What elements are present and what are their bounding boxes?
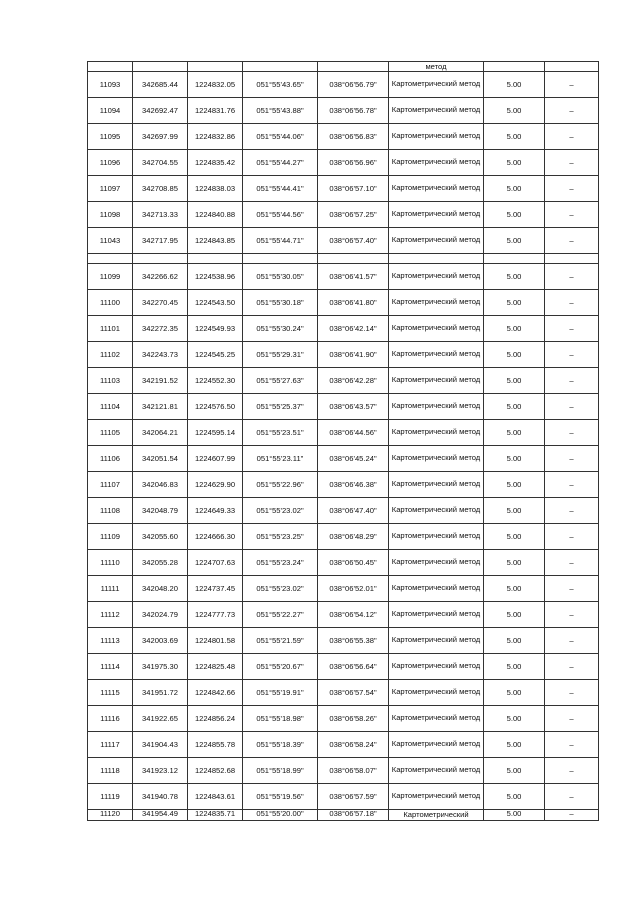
accuracy-cell: 5.00: [484, 150, 545, 176]
longitude-cell: 038°06'42.28": [318, 368, 389, 394]
accuracy-cell: 5.00: [484, 176, 545, 202]
table-cell: [545, 254, 599, 264]
longitude-cell: 038°06'45.24": [318, 446, 389, 472]
latitude-cell: 051°55'22.96": [243, 472, 318, 498]
x-coordinate-cell: 342055.60: [133, 524, 188, 550]
x-coordinate-cell: 341940.78: [133, 784, 188, 810]
longitude-cell: 038°06'57.40": [318, 228, 389, 254]
x-coordinate-cell: 342685.44: [133, 72, 188, 98]
longitude-cell: 038°06'56.83": [318, 124, 389, 150]
method-cell: Картометрический метод: [389, 732, 484, 758]
table-row: [88, 680, 599, 706]
x-coordinate-cell: 342704.55: [133, 150, 188, 176]
accuracy-cell: 5.00: [484, 342, 545, 368]
table-cell: [545, 62, 599, 72]
accuracy-cell: 5.00: [484, 446, 545, 472]
accuracy-cell: 5.00: [484, 264, 545, 290]
table-row: [88, 290, 599, 316]
accuracy-cell: 5.00: [484, 576, 545, 602]
longitude-cell: 038°06'44.56": [318, 420, 389, 446]
longitude-cell: 038°06'56.96": [318, 150, 389, 176]
method-cell: Картометрический метод: [389, 576, 484, 602]
point-number-cell: 11118: [88, 758, 133, 784]
latitude-cell: 051°55'43.88": [243, 98, 318, 124]
longitude-cell: 038°06'57.25": [318, 202, 389, 228]
table-row: [88, 176, 599, 202]
table-cell: [88, 254, 133, 264]
x-coordinate-cell: 342266.62: [133, 264, 188, 290]
point-number-cell: 11113: [88, 628, 133, 654]
x-coordinate-cell: 342064.21: [133, 420, 188, 446]
y-coordinate-cell: 1224607.99: [188, 446, 243, 472]
method-cell: Картометрический метод: [389, 228, 484, 254]
accuracy-cell: 5.00: [484, 420, 545, 446]
longitude-cell: 038°06'41.80": [318, 290, 389, 316]
table-row: [88, 72, 599, 98]
longitude-cell: 038°06'43.57": [318, 394, 389, 420]
table-row: [88, 628, 599, 654]
latitude-cell: 051°55'44.71": [243, 228, 318, 254]
x-coordinate-cell: 342121.81: [133, 394, 188, 420]
table-row: [88, 498, 599, 524]
table-row: [88, 706, 599, 732]
y-coordinate-cell: 1224707.63: [188, 550, 243, 576]
table-cell: [484, 254, 545, 264]
x-coordinate-cell: 342048.79: [133, 498, 188, 524]
accuracy-cell: 5.00: [484, 472, 545, 498]
x-coordinate-cell: 341975.30: [133, 654, 188, 680]
x-coordinate-cell: 341954.49: [133, 810, 188, 821]
point-number-cell: 11119: [88, 784, 133, 810]
accuracy-cell: 5.00: [484, 368, 545, 394]
method-cell: Картометрический метод: [389, 602, 484, 628]
table-row: [88, 524, 599, 550]
point-number-cell: 11117: [88, 732, 133, 758]
latitude-cell: 051°55'18.99": [243, 758, 318, 784]
note-cell: –: [545, 316, 599, 342]
note-cell: –: [545, 342, 599, 368]
accuracy-cell: 5.00: [484, 784, 545, 810]
y-coordinate-cell: 1224843.85: [188, 228, 243, 254]
point-number-cell: 11112: [88, 602, 133, 628]
note-cell: –: [545, 576, 599, 602]
point-number-cell: 11100: [88, 290, 133, 316]
latitude-cell: 051°55'44.41": [243, 176, 318, 202]
longitude-cell: 038°06'42.14": [318, 316, 389, 342]
point-number-cell: 11105: [88, 420, 133, 446]
method-cell: Картометрический метод: [389, 628, 484, 654]
method-cell: Картометрический: [389, 810, 484, 821]
note-cell: –: [545, 228, 599, 254]
note-cell: –: [545, 706, 599, 732]
table-row: [88, 394, 599, 420]
method-cell: Картометрический метод: [389, 498, 484, 524]
latitude-cell: 051°55'23.25": [243, 524, 318, 550]
x-coordinate-cell: 342191.52: [133, 368, 188, 394]
table-row: [88, 150, 599, 176]
latitude-cell: 051°55'19.56": [243, 784, 318, 810]
longitude-cell: 038°06'58.26": [318, 706, 389, 732]
accuracy-cell: 5.00: [484, 680, 545, 706]
method-cell: Картометрический метод: [389, 368, 484, 394]
table-cell: [243, 254, 318, 264]
x-coordinate-cell: 342270.45: [133, 290, 188, 316]
point-number-cell: 11093: [88, 72, 133, 98]
y-coordinate-cell: 1224543.50: [188, 290, 243, 316]
x-coordinate-cell: 342272.35: [133, 316, 188, 342]
longitude-cell: 038°06'48.29": [318, 524, 389, 550]
y-coordinate-cell: 1224832.05: [188, 72, 243, 98]
point-number-cell: 11116: [88, 706, 133, 732]
y-coordinate-cell: 1224840.88: [188, 202, 243, 228]
method-cell: Картометрический метод: [389, 472, 484, 498]
longitude-cell: 038°06'52.01": [318, 576, 389, 602]
point-number-cell: 11095: [88, 124, 133, 150]
x-coordinate-cell: 342024.79: [133, 602, 188, 628]
note-cell: –: [545, 602, 599, 628]
longitude-cell: 038°06'57.18": [318, 810, 389, 821]
method-cell: Картометрический метод: [389, 176, 484, 202]
point-number-cell: 11109: [88, 524, 133, 550]
point-number-cell: 11097: [88, 176, 133, 202]
y-coordinate-cell: 1224549.93: [188, 316, 243, 342]
method-cell: Картометрический метод: [389, 420, 484, 446]
accuracy-cell: 5.00: [484, 654, 545, 680]
note-cell: –: [545, 628, 599, 654]
y-coordinate-cell: 1224832.86: [188, 124, 243, 150]
latitude-cell: 051°55'43.65": [243, 72, 318, 98]
method-continuation-cell: метод: [389, 62, 484, 72]
point-number-cell: 11096: [88, 150, 133, 176]
table-cell: [484, 62, 545, 72]
table-row: [88, 124, 599, 150]
table-cell: [243, 62, 318, 72]
longitude-cell: 038°06'56.64": [318, 654, 389, 680]
point-number-cell: 11110: [88, 550, 133, 576]
note-cell: –: [545, 202, 599, 228]
table-row: [88, 550, 599, 576]
point-number-cell: 11098: [88, 202, 133, 228]
latitude-cell: 051°55'44.06": [243, 124, 318, 150]
table-cell: [389, 254, 484, 264]
table-row: [88, 202, 599, 228]
y-coordinate-cell: 1224835.71: [188, 810, 243, 821]
table-cell: [318, 62, 389, 72]
latitude-cell: 051°55'23.51": [243, 420, 318, 446]
table-row: [88, 316, 599, 342]
x-coordinate-cell: 342243.73: [133, 342, 188, 368]
note-cell: –: [545, 784, 599, 810]
y-coordinate-cell: 1224852.68: [188, 758, 243, 784]
note-cell: –: [545, 72, 599, 98]
longitude-cell: 038°06'56.78": [318, 98, 389, 124]
accuracy-cell: 5.00: [484, 524, 545, 550]
table-row: [88, 732, 599, 758]
table-cell: [188, 254, 243, 264]
y-coordinate-cell: 1224825.48: [188, 654, 243, 680]
x-coordinate-cell: 342708.85: [133, 176, 188, 202]
method-cell: Картометрический метод: [389, 784, 484, 810]
table-cell: [318, 254, 389, 264]
latitude-cell: 051°55'18.98": [243, 706, 318, 732]
longitude-cell: 038°06'57.59": [318, 784, 389, 810]
table-row: [88, 420, 599, 446]
method-cell: Картометрический метод: [389, 446, 484, 472]
accuracy-cell: 5.00: [484, 602, 545, 628]
accuracy-cell: 5.00: [484, 124, 545, 150]
point-number-cell: 11043: [88, 228, 133, 254]
table-row: [88, 810, 599, 821]
x-coordinate-cell: 342692.47: [133, 98, 188, 124]
table-row: [88, 758, 599, 784]
y-coordinate-cell: 1224838.03: [188, 176, 243, 202]
table-row: [88, 576, 599, 602]
y-coordinate-cell: 1224737.45: [188, 576, 243, 602]
y-coordinate-cell: 1224831.76: [188, 98, 243, 124]
latitude-cell: 051°55'23.24": [243, 550, 318, 576]
y-coordinate-cell: 1224843.61: [188, 784, 243, 810]
note-cell: –: [545, 550, 599, 576]
longitude-cell: 038°06'47.40": [318, 498, 389, 524]
x-coordinate-cell: 341951.72: [133, 680, 188, 706]
x-coordinate-cell: 341923.12: [133, 758, 188, 784]
latitude-cell: 051°55'19.91": [243, 680, 318, 706]
y-coordinate-cell: 1224538.96: [188, 264, 243, 290]
y-coordinate-cell: 1224777.73: [188, 602, 243, 628]
y-coordinate-cell: 1224595.14: [188, 420, 243, 446]
method-cell: Картометрический метод: [389, 202, 484, 228]
table-row: [88, 784, 599, 810]
point-number-cell: 11103: [88, 368, 133, 394]
latitude-cell: 051°55'30.18": [243, 290, 318, 316]
x-coordinate-cell: 342048.20: [133, 576, 188, 602]
method-cell: Картометрический метод: [389, 264, 484, 290]
longitude-cell: 038°06'55.38": [318, 628, 389, 654]
table-cell: [188, 62, 243, 72]
longitude-cell: 038°06'54.12": [318, 602, 389, 628]
latitude-cell: 051°55'20.67": [243, 654, 318, 680]
longitude-cell: 038°06'57.54": [318, 680, 389, 706]
method-cell: Картометрический метод: [389, 394, 484, 420]
note-cell: –: [545, 732, 599, 758]
accuracy-cell: 5.00: [484, 316, 545, 342]
latitude-cell: 051°55'18.39": [243, 732, 318, 758]
accuracy-cell: 5.00: [484, 394, 545, 420]
table-row: [88, 368, 599, 394]
table-row: [88, 264, 599, 290]
table-body: [88, 62, 599, 821]
y-coordinate-cell: 1224855.78: [188, 732, 243, 758]
note-cell: –: [545, 264, 599, 290]
accuracy-cell: 5.00: [484, 628, 545, 654]
method-cell: Картометрический метод: [389, 150, 484, 176]
method-cell: Картометрический метод: [389, 524, 484, 550]
y-coordinate-cell: 1224835.42: [188, 150, 243, 176]
point-number-cell: 11104: [88, 394, 133, 420]
method-cell: Картометрический метод: [389, 654, 484, 680]
longitude-cell: 038°06'57.10": [318, 176, 389, 202]
point-number-cell: 11102: [88, 342, 133, 368]
longitude-cell: 038°06'58.24": [318, 732, 389, 758]
accuracy-cell: 5.00: [484, 72, 545, 98]
accuracy-cell: 5.00: [484, 550, 545, 576]
x-coordinate-cell: 341922.65: [133, 706, 188, 732]
table-cell: [133, 254, 188, 264]
table-cell: [88, 62, 133, 72]
method-cell: Картометрический метод: [389, 342, 484, 368]
table-row: [88, 654, 599, 680]
method-cell: Картометрический метод: [389, 680, 484, 706]
longitude-cell: 038°06'41.90": [318, 342, 389, 368]
y-coordinate-cell: 1224649.33: [188, 498, 243, 524]
accuracy-cell: 5.00: [484, 498, 545, 524]
longitude-cell: 038°06'56.79": [318, 72, 389, 98]
continuation-row: [88, 62, 599, 72]
latitude-cell: 051°55'44.56": [243, 202, 318, 228]
x-coordinate-cell: 342003.69: [133, 628, 188, 654]
latitude-cell: 051°55'21.59": [243, 628, 318, 654]
method-cell: Картометрический метод: [389, 316, 484, 342]
table-row: [88, 472, 599, 498]
accuracy-cell: 5.00: [484, 706, 545, 732]
y-coordinate-cell: 1224629.90: [188, 472, 243, 498]
accuracy-cell: 5.00: [484, 228, 545, 254]
x-coordinate-cell: 341904.43: [133, 732, 188, 758]
table-row: [88, 98, 599, 124]
table-row: [88, 602, 599, 628]
latitude-cell: 051°55'44.27": [243, 150, 318, 176]
note-cell: –: [545, 498, 599, 524]
note-cell: –: [545, 446, 599, 472]
point-number-cell: 11120: [88, 810, 133, 821]
x-coordinate-cell: 342055.28: [133, 550, 188, 576]
spacer-row: [88, 254, 599, 264]
table-row: [88, 446, 599, 472]
y-coordinate-cell: 1224842.66: [188, 680, 243, 706]
note-cell: –: [545, 472, 599, 498]
latitude-cell: 051°55'23.11": [243, 446, 318, 472]
point-number-cell: 11114: [88, 654, 133, 680]
note-cell: –: [545, 524, 599, 550]
point-number-cell: 11115: [88, 680, 133, 706]
latitude-cell: 051°55'23.02": [243, 576, 318, 602]
y-coordinate-cell: 1224856.24: [188, 706, 243, 732]
table-row: [88, 228, 599, 254]
y-coordinate-cell: 1224801.58: [188, 628, 243, 654]
point-number-cell: 11108: [88, 498, 133, 524]
method-cell: Картометрический метод: [389, 550, 484, 576]
note-cell: –: [545, 680, 599, 706]
point-number-cell: 11101: [88, 316, 133, 342]
y-coordinate-cell: 1224576.50: [188, 394, 243, 420]
method-cell: Картометрический метод: [389, 758, 484, 784]
longitude-cell: 038°06'41.57": [318, 264, 389, 290]
longitude-cell: 038°06'46.38": [318, 472, 389, 498]
x-coordinate-cell: 342046.83: [133, 472, 188, 498]
latitude-cell: 051°55'20.00": [243, 810, 318, 821]
point-number-cell: 11106: [88, 446, 133, 472]
method-cell: Картометрический метод: [389, 72, 484, 98]
y-coordinate-cell: 1224545.25: [188, 342, 243, 368]
accuracy-cell: 5.00: [484, 202, 545, 228]
method-cell: Картометрический метод: [389, 98, 484, 124]
note-cell: –: [545, 654, 599, 680]
accuracy-cell: 5.00: [484, 732, 545, 758]
note-cell: –: [545, 420, 599, 446]
note-cell: –: [545, 758, 599, 784]
note-cell: –: [545, 98, 599, 124]
point-number-cell: 11099: [88, 264, 133, 290]
method-cell: Картометрический метод: [389, 124, 484, 150]
accuracy-cell: 5.00: [484, 810, 545, 821]
note-cell: –: [545, 290, 599, 316]
latitude-cell: 051°55'30.05": [243, 264, 318, 290]
note-cell: –: [545, 394, 599, 420]
table-row: [88, 342, 599, 368]
longitude-cell: 038°06'58.07": [318, 758, 389, 784]
point-number-cell: 11094: [88, 98, 133, 124]
latitude-cell: 051°55'22.27": [243, 602, 318, 628]
latitude-cell: 051°55'23.02": [243, 498, 318, 524]
method-cell: Картометрический метод: [389, 290, 484, 316]
note-cell: –: [545, 124, 599, 150]
x-coordinate-cell: 342697.99: [133, 124, 188, 150]
table-cell: [133, 62, 188, 72]
x-coordinate-cell: 342713.33: [133, 202, 188, 228]
method-cell: Картометрический метод: [389, 706, 484, 732]
latitude-cell: 051°55'29.31": [243, 342, 318, 368]
accuracy-cell: 5.00: [484, 758, 545, 784]
note-cell: –: [545, 176, 599, 202]
latitude-cell: 051°55'27.63": [243, 368, 318, 394]
y-coordinate-cell: 1224552.30: [188, 368, 243, 394]
x-coordinate-cell: 342051.54: [133, 446, 188, 472]
accuracy-cell: 5.00: [484, 290, 545, 316]
latitude-cell: 051°55'30.24": [243, 316, 318, 342]
note-cell: –: [545, 810, 599, 821]
x-coordinate-cell: 342717.95: [133, 228, 188, 254]
y-coordinate-cell: 1224666.30: [188, 524, 243, 550]
point-number-cell: 11111: [88, 576, 133, 602]
point-number-cell: 11107: [88, 472, 133, 498]
latitude-cell: 051°55'25.37": [243, 394, 318, 420]
accuracy-cell: 5.00: [484, 98, 545, 124]
note-cell: –: [545, 150, 599, 176]
longitude-cell: 038°06'50.45": [318, 550, 389, 576]
note-cell: –: [545, 368, 599, 394]
coordinates-table: [87, 61, 599, 821]
